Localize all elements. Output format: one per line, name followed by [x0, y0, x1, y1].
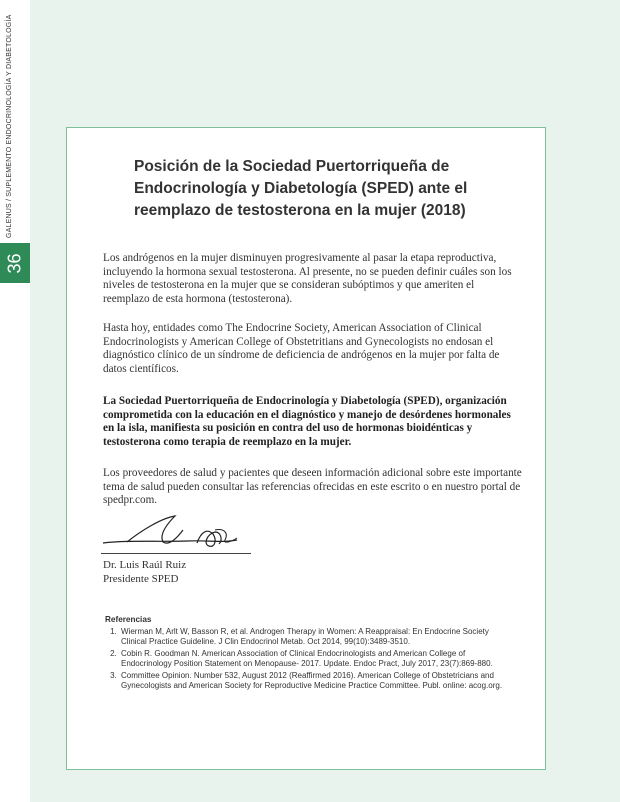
publication-vertical-label: GALENUS / SUPLEMENTO ENDOCRINOLOGÍA Y DIABETOLOGÍA: [6, 14, 13, 238]
references-list: [105, 627, 515, 692]
signer-title: Presidente SPED: [103, 573, 179, 585]
signer-block: [103, 558, 186, 586]
statement-title: Posición de la Sociedad Puertorriqueña de Endocrinología y Diabetología (SPED) ante el reemplazo de testosterona en la mujer (2018): [134, 158, 468, 219]
reference-item: 3. Committee Opinion. Number 532, August 2012 (Reaffirmed 2016). American College of Obstetricians and Gynecologists and American Society for Reproductive Medicine Practice Committee. Publ. online: acog.org.: [119, 671, 515, 692]
reference-item: 1. Wierman M, Arlt W, Basson R, et al. Androgen Therapy in Women: A Reappraisal: En Endocrine Society Clinical Practice Guideline. J Clin Endocrinol Metab. Oct 2014, 99(10):3489-3510.: [119, 627, 515, 648]
page-number: 36: [4, 252, 25, 274]
page-number-tab: [0, 243, 30, 283]
paragraph-sped-position: La Sociedad Puertorriqueña de Endocrinología y Diabetología (SPED), organización comprometida con la educación en el diagnóstico y manejo de desórdenes hormonales en la isla, manifiesta su posición en contra del uso de hormonas bioidénticas y testosterona como terapia de reemplazo en la mujer.: [103, 395, 511, 448]
references-heading: Referencias: [105, 615, 152, 624]
signer-name: Dr. Luis Raúl Ruiz: [103, 559, 187, 571]
reference-item: 2. Cobin R. Goodman N. American Association of Clinical Endocrinologists and American College of Endocrinology Position Statement on Menopause- 2017. Update. Endoc Pract, July 2017, 23(7):869-880.: [119, 649, 515, 670]
paragraph-entities: Hasta hoy, entidades como The Endocrine Society, American Association of Clinical Endocrinologists y American College of Obstetritians and Gynecologists no endosan el diagnóstico clínico de un síndrome de deficiencia de andrógenos en la mujer por falta de datos científicos.: [103, 322, 500, 375]
side-strip: [0, 0, 30, 802]
paragraph-more-info: Los proveedores de salud y pacientes que deseen información adicional sobre este importante tema de salud pueden consultar las referencias ofrecidas en este escrito o en nuestro portal de spedpr.com.: [103, 467, 522, 507]
signature-image: [97, 510, 257, 555]
references-section: [105, 615, 515, 693]
paragraph-androgens: Los andrógenos en la mujer disminuyen progresivamente al pasar la etapa reproductiva, incluyendo la hormona sexual testosterona. Al presente, no se pueden definir cuáles son los niveles de testosterona en la mujer que se consideran subóptimos y que ameriten el reemplazo de esta hormona (testosterona).: [103, 252, 512, 305]
position-statement-card: [66, 127, 546, 770]
signature-line: [101, 553, 251, 554]
